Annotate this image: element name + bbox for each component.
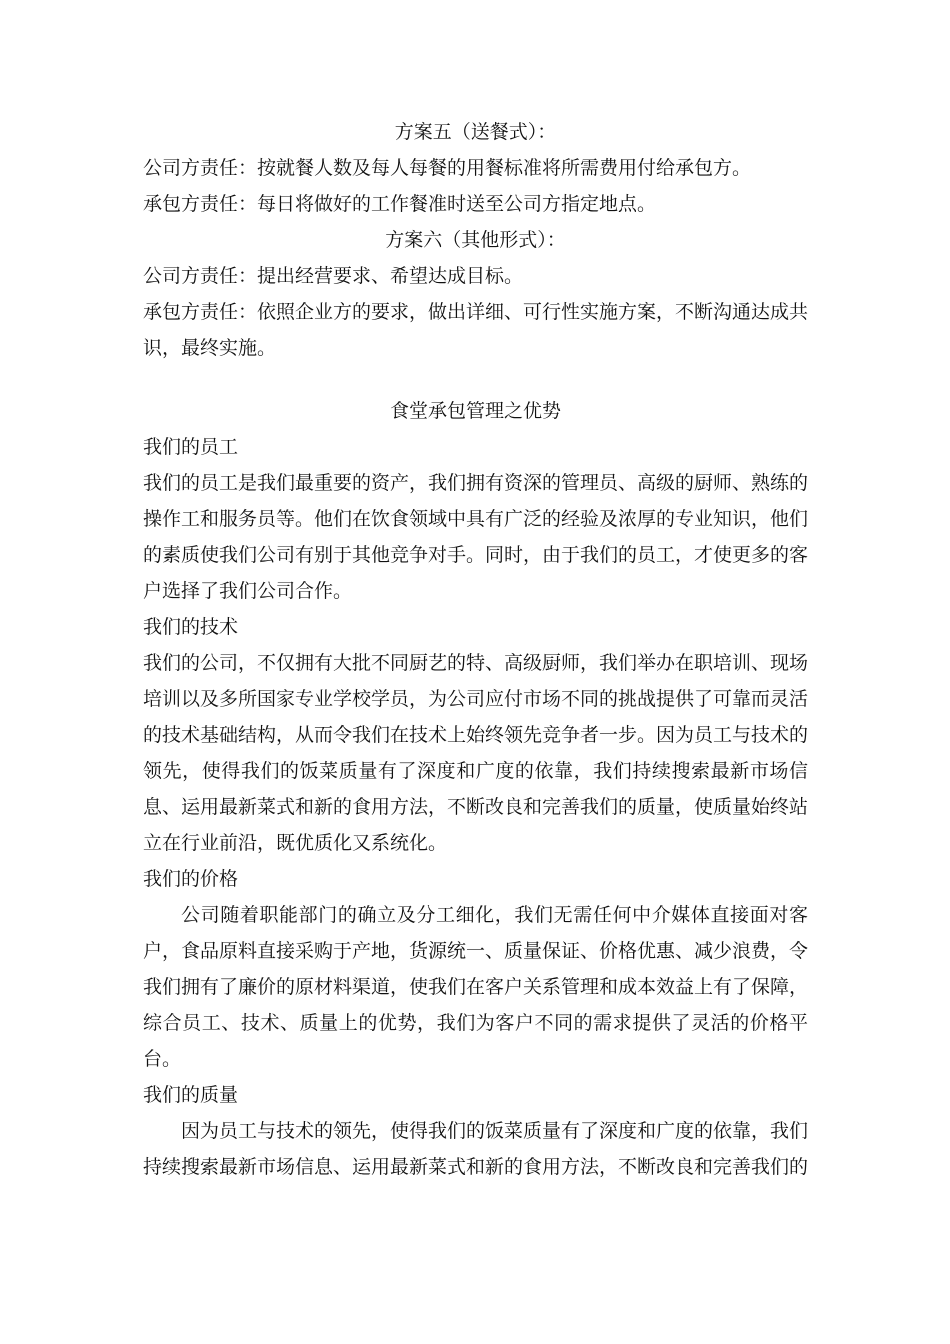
plan5-company-responsibility: 公司方责任：按就餐人数及每人每餐的用餐标准将所需费用付给承包方。 (143, 157, 752, 179)
plan6-company-responsibility: 公司方责任：提出经营要求、希望达成目标。 (143, 265, 524, 287)
plan5-heading: 方案五（送餐式）： (394, 121, 557, 143)
price-heading: 我们的价格 (143, 868, 239, 890)
section-spacer (143, 366, 808, 393)
price-paragraph: 公司随着职能部门的确立及分工细化，我们无需任何中介媒体直接面对客户，食品原料直接采购于产地，货源统一、质量保证、价格优惠、减少浪费，令我们拥有了廉价的原材料渠道，使我们在客户关系管理和成本效益上有了保障，综合员工、技术、质量上的优势，我们为客户不同的需求提供了灵活的价格平台。 (143, 904, 809, 1070)
plan6-heading: 方案六（其他形式）： (385, 229, 566, 251)
advantages-title: 食堂承包管理之优势 (389, 400, 561, 422)
quality-paragraph: 因为员工与技术的领先，使得我们的饭菜质量有了深度和广度的依靠，我们持续搜索最新市场信息、运用最新菜式和新的食用方法，不断改良和完善我们的 (143, 1120, 809, 1178)
document-body (143, 114, 808, 1185)
tech-heading: 我们的技术 (143, 616, 239, 638)
staff-heading: 我们的员工 (143, 436, 239, 458)
staff-paragraph: 我们的员工是我们最重要的资产，我们拥有资深的管理员、高级的厨师、熟练的操作工和服务员等。他们在饮食领域中具有广泛的经验及浓厚的专业知识，他们的素质使我们公司有别于其他竞争对手。同时，由于我们的员工，才使更多的客户选择了我们公司合作。 (143, 472, 809, 602)
plan5-contractor-responsibility: 承包方责任：每日将做好的工作餐准时送至公司方指定地点。 (143, 193, 657, 215)
tech-paragraph: 我们的公司，不仅拥有大批不同厨艺的特、高级厨师，我们举办在职培训、现场培训以及多所国家专业学校学员，为公司应付市场不同的挑战提供了可靠而灵活的技术基础结构，从而令我们在技术上始终领先竞争者一步。因为员工与技术的领先，使得我们的饭菜质量有了深度和广度的依靠，我们持续搜索最新市场信息、运用最新菜式和新的食用方法，不断改良和完善我们的质量，使质量始终站立在行业前沿，既优质化又系统化。 (143, 652, 809, 854)
plan6-contractor-responsibility: 承包方责任：依照企业方的要求，做出详细、可行性实施方案，不断沟通达成共识，最终实施。 (143, 301, 809, 359)
quality-heading: 我们的质量 (143, 1084, 239, 1106)
